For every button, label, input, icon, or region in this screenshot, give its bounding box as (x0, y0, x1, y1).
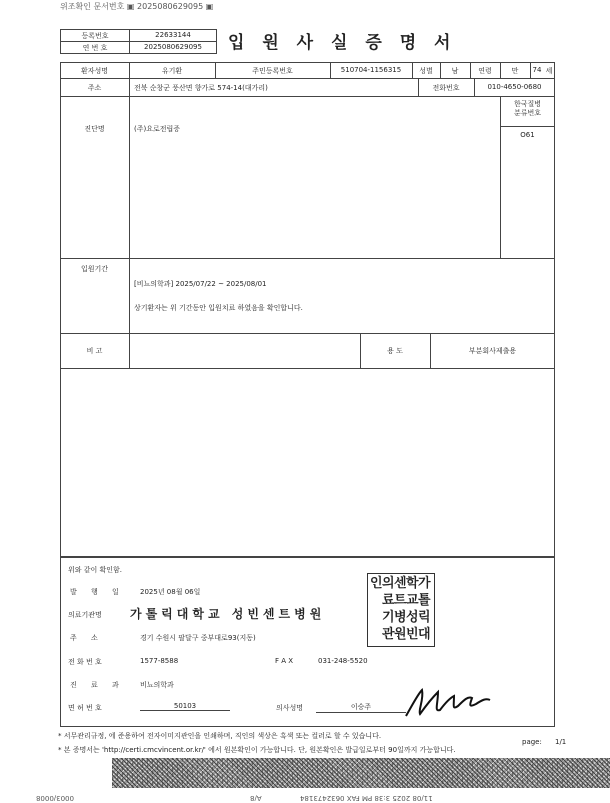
kcd-code: O61 (520, 131, 535, 139)
license-label: 면 허 번 호 (68, 704, 102, 712)
stay-confirm: 상기환자는 위 기간동안 입원치료 하였음을 확인합니다. (134, 304, 303, 312)
seal-glyph: 관 (382, 627, 395, 642)
doctor-name: 이승주 (316, 702, 406, 713)
seal-glyph: 트 (394, 593, 407, 608)
phone-value: 010-4650-0680 (487, 83, 542, 91)
patient-name: 유기환 (161, 67, 183, 75)
issue-date-label: 발 행 일 (70, 588, 125, 596)
seal-glyph: 가 (418, 576, 431, 591)
address-footer: 경기 수원시 팔달구 중부대로93(지동) (140, 634, 256, 642)
seal-glyph: 원 (394, 627, 407, 642)
page-label: page: (522, 738, 542, 746)
fax-header: 위조확인 문서번호 ▣ 2025080629095 ▣ (60, 2, 214, 11)
fax-footer-left: 0003/0008 (36, 794, 74, 802)
remarks-label: 비 고 (86, 347, 103, 355)
fax-label: F A X (275, 657, 294, 665)
institution-name: 가톨릭대학교 성빈센트병원 (130, 607, 326, 621)
seal-glyph: 병 (394, 610, 407, 625)
phone-label: 전화번호 (432, 84, 460, 92)
fax-noise-strip (112, 758, 610, 788)
seal-glyph: 학 (406, 576, 419, 591)
note-line-2: * 본 증명서는 'http://certi.cmcvincent.or.kr/' 에서 원본확인이 가능합니다. 단, 원본확인은 발급일로부터 90일까지 가능합니다. (58, 746, 456, 754)
age-value: 74 (532, 66, 542, 74)
seal-glyph: 대 (418, 627, 431, 642)
sex-value: 남 (451, 67, 459, 75)
sex-label: 성별 (419, 67, 433, 75)
document-title: 입 원 사 실 증 명 서 (228, 33, 457, 53)
fax-footer-right: A/8 (250, 794, 262, 802)
doctor-signature (400, 682, 495, 722)
page-number: 1/1 (555, 738, 567, 746)
seal-glyph: 기 (382, 610, 395, 625)
kcd-label-1: 한국질병 (513, 100, 542, 108)
stay-label: 입원기간 (80, 265, 109, 273)
address-label-footer: 주 소 (70, 634, 104, 642)
seal-glyph: 성 (406, 610, 419, 625)
use-value: 부분회사제출용 (468, 347, 517, 355)
seal-glyph: 료 (382, 593, 395, 608)
seal-glyph: 교 (406, 593, 419, 608)
issue-no-label: 연 번 호 (82, 44, 108, 52)
tel-label: 전 화 번 호 (68, 658, 102, 666)
stay-period: [비뇨의학과] 2025/07/22 ~ 2025/08/01 (134, 280, 267, 288)
seal-glyph: 톨 (418, 593, 431, 608)
doctor-label: 의사성명 (276, 704, 304, 712)
issue-date: 2025년 08월 06일 (140, 588, 201, 596)
kcd-label-2: 분류번호 (513, 109, 542, 117)
seal-glyph: 인 (370, 576, 383, 591)
fax-value: 031-248-5520 (318, 657, 368, 665)
reg-no-value: 22633144 (155, 31, 191, 39)
license-value: 50103 (140, 702, 230, 711)
seal-glyph: 의 (382, 576, 395, 591)
issue-no-value: 2025080629095 (144, 43, 202, 51)
institution-label: 의료기관명 (68, 611, 102, 619)
confirm-text: 위와 같이 확인함. (68, 566, 123, 574)
note-line-1: * 서무관리규정, 에 준용하여 전자이미지관인을 인쇄하며, 직인의 색상은 흑색 또는 컬러로 할 수 있습니다. (58, 732, 382, 740)
rrn-label: 주민등록번호 (252, 67, 293, 75)
dept-label: 진 료 과 (70, 681, 125, 689)
seal-glyph: 센 (394, 576, 407, 591)
diagnosis-label: 진단명 (84, 125, 105, 133)
tel-value: 1577-8588 (140, 657, 179, 665)
address-label: 주소 (87, 84, 102, 92)
seal-glyph: 릭 (418, 610, 431, 625)
rrn-value: 510704-1156315 (340, 66, 402, 74)
use-label: 용 도 (387, 347, 403, 355)
institution-seal (367, 573, 435, 647)
dept-value: 비뇨의학과 (140, 681, 174, 689)
reg-no-label: 등록번호 (81, 32, 109, 40)
seal-glyph: 빈 (406, 627, 419, 642)
address-value: 전북 순창군 풍산면 향가로 574-14(대가리) (134, 84, 268, 92)
fax-footer: 11/08 2025 3:38 PM FAX 0632473184 (300, 794, 433, 802)
age-label: 연령 (478, 67, 492, 75)
diagnosis-name: (주)요로전립증 (134, 125, 181, 133)
patient-name-label: 환자성명 (80, 67, 109, 75)
age-prefix: 만 (511, 67, 519, 75)
age-unit: 세 (545, 67, 553, 75)
